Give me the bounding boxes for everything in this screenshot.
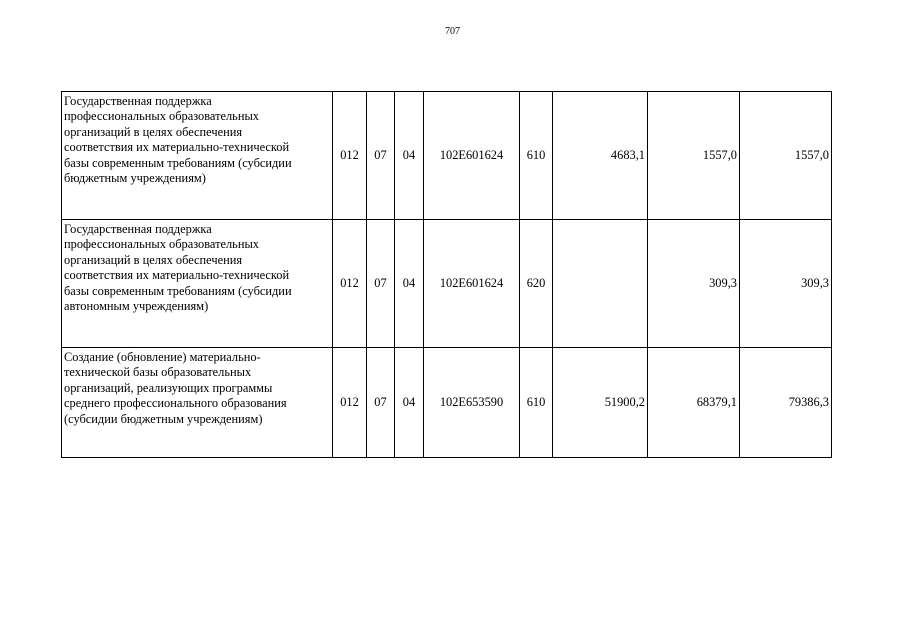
amount-2-cell: 1557,0 <box>648 92 740 220</box>
target-article-cell: 102E601624 <box>424 92 520 220</box>
amount-1-cell: 4683,1 <box>553 92 648 220</box>
table-row <box>62 348 832 458</box>
amount-1-cell: 51900,2 <box>553 348 648 458</box>
expense-type-cell: 610 <box>520 348 553 458</box>
subsection-code-cell: 04 <box>395 92 424 220</box>
target-article-cell: 102E653590 <box>424 348 520 458</box>
amount-2-cell: 68379,1 <box>648 348 740 458</box>
target-article-cell: 102E601624 <box>424 220 520 348</box>
amount-2-cell: 309,3 <box>648 220 740 348</box>
amount-3-cell: 79386,3 <box>740 348 832 458</box>
expense-type-cell: 610 <box>520 92 553 220</box>
table-row <box>62 92 832 220</box>
section-code-cell: 07 <box>367 220 395 348</box>
ministry-code-cell: 012 <box>333 348 367 458</box>
amount-3-cell: 1557,0 <box>740 92 832 220</box>
section-code-cell: 07 <box>367 348 395 458</box>
expense-type-cell: 620 <box>520 220 553 348</box>
row-name-cell: Государственная поддержка профессиональных образовательных организаций в целях обеспечения соответствия их материально-технической базы современным требованиям (субсидии автономным учреждениям) <box>62 220 333 348</box>
budget-table <box>61 91 832 458</box>
table-row <box>62 220 832 348</box>
ministry-code-cell: 012 <box>333 220 367 348</box>
subsection-code-cell: 04 <box>395 348 424 458</box>
subsection-code-cell: 04 <box>395 220 424 348</box>
ministry-code-cell: 012 <box>333 92 367 220</box>
page-number: 707 <box>445 26 460 37</box>
section-code-cell: 07 <box>367 92 395 220</box>
row-name-cell: Государственная поддержка профессиональных образовательных организаций в целях обеспечения соответствия их материально-технической базы современным требованиям (субсидии бюджетным учреждениям) <box>62 92 333 220</box>
amount-1-cell <box>553 220 648 348</box>
row-name-cell: Создание (обновление) материально- технической базы образовательных организаций, реализующих программы среднего профессионального образования (субсидии бюджетным учреждениям) <box>62 348 333 458</box>
amount-3-cell: 309,3 <box>740 220 832 348</box>
